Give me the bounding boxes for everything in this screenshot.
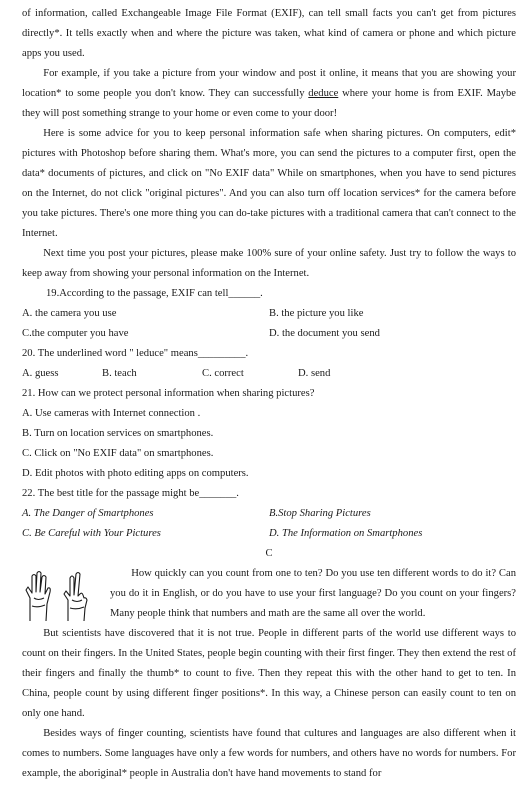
question-19: 19.According to the passage, EXIF can tell______. [46,288,263,299]
question-21: 21. How can we protect personal information when sharing pictures? [22,388,315,399]
passage-b-paragraph-1: of information, called Exchangeable Image File Format (EXIF), can tell small facts you can't get from pictures directly*. It tells exactly when and where the picture was taken, what kind of camera or phone and which picture apps you used. [22,8,516,59]
question-20-options [22,364,516,384]
option-20-c[interactable]: C. correct [202,368,244,379]
question-22-options-2 [22,524,516,544]
page [22,4,516,784]
option-19-b[interactable]: B. the picture you like [269,308,364,319]
passage-b-paragraph-2 [22,64,516,124]
option-21-b[interactable]: B. Turn on location services on smartphones. [22,428,214,439]
passage-c-paragraph-1: How quickly can you count from one to ten? Do you use ten different words to do it? Can you do it in English, or do you have to use your first language? Do you count on your fingers? Many people think that numbers and math are the same all over the world. [110,568,516,619]
question-20: 20. The underlined word " leduce" means_________. [22,348,249,359]
passage-b-paragraph-2-text-b: where your home is from EXIF. Maybe they will post something strange to your home or even come to your door! [22,88,517,119]
option-21-a[interactable]: A. Use cameras with Internet connection . [22,408,201,419]
option-19-d[interactable]: D. the document you send [269,328,380,339]
option-22-d[interactable]: D. The Information on Smartphones [269,528,423,539]
passage-c-paragraph-2: But scientists have discovered that it is not true. People in different parts of the world use different ways to count on their fingers. In the United States, people begin counting with their first finger. They then extend the rest of their fingers and finally the thumb* to count to five. Then they repeat this with the other hand to get to ten. In China, people count by using different finger positions*. In this way, a Chinese person can easily count to ten on only one hand. [22,628,516,719]
question-22-options [22,504,516,524]
option-22-b[interactable]: B.Stop Sharing Pictures [269,508,371,519]
question-22: 22. The best title for the passage might be_______. [22,488,239,499]
section-letter-c: C [265,548,273,559]
option-20-b[interactable]: B. teach [102,368,137,379]
option-19-a[interactable]: A. the camera you use [22,308,117,319]
question-19-options [22,304,516,324]
option-22-c[interactable]: C. Be Careful with Your Pictures [22,528,161,539]
option-22-a[interactable]: A. The Danger of Smartphones [22,508,154,519]
underlined-word-deduce: deduce [308,88,339,99]
counting-hands-illustration [22,568,98,622]
question-19-options-2 [22,324,516,344]
option-21-d[interactable]: D. Edit photos with photo editing apps on computers. [22,468,249,479]
passage-c-intro [22,564,516,624]
option-21-c[interactable]: C. Click on "No EXIF data" on smartphones. [22,448,214,459]
option-19-c[interactable]: C.the computer you have [22,328,129,339]
passage-b-paragraph-2-text-a: For example, if you take a picture from your window and post it online, it means that you are showing your location* to some people you don't know. They can successfully [22,68,516,99]
passage-c-paragraph-3: Besides ways of finger counting, scientists have found that cultures and languages are also different when it comes to numbers. Some languages have only a few words for numbers, and others have no words for numbers. For example, the aboriginal* people in Australia don't have hand movements to stand for [22,728,516,779]
passage-b-paragraph-3: Here is some advice for you to keep personal information safe when sharing pictures. On computers, edit* pictures with Photoshop before sharing them. What's more, you can send the pictures to a computer first, open the data* documents of pictures, and click on "No EXIF data" While on smartphones, when you have to send pictures on the Internet, do not click "original pictures". And you can also turn off location services* for the camera before you take pictures. There's one more thing you can do-take pictures with a traditional camera that can't connect to the Internet. [22,128,516,239]
passage-b-paragraph-4: Next time you post your pictures, please make 100% sure of your online safety. Just try to follow the ways to keep away from showing your personal information on the Internet. [22,248,516,279]
option-20-a[interactable]: A. guess [22,368,59,379]
option-20-d[interactable]: D. send [298,368,331,379]
